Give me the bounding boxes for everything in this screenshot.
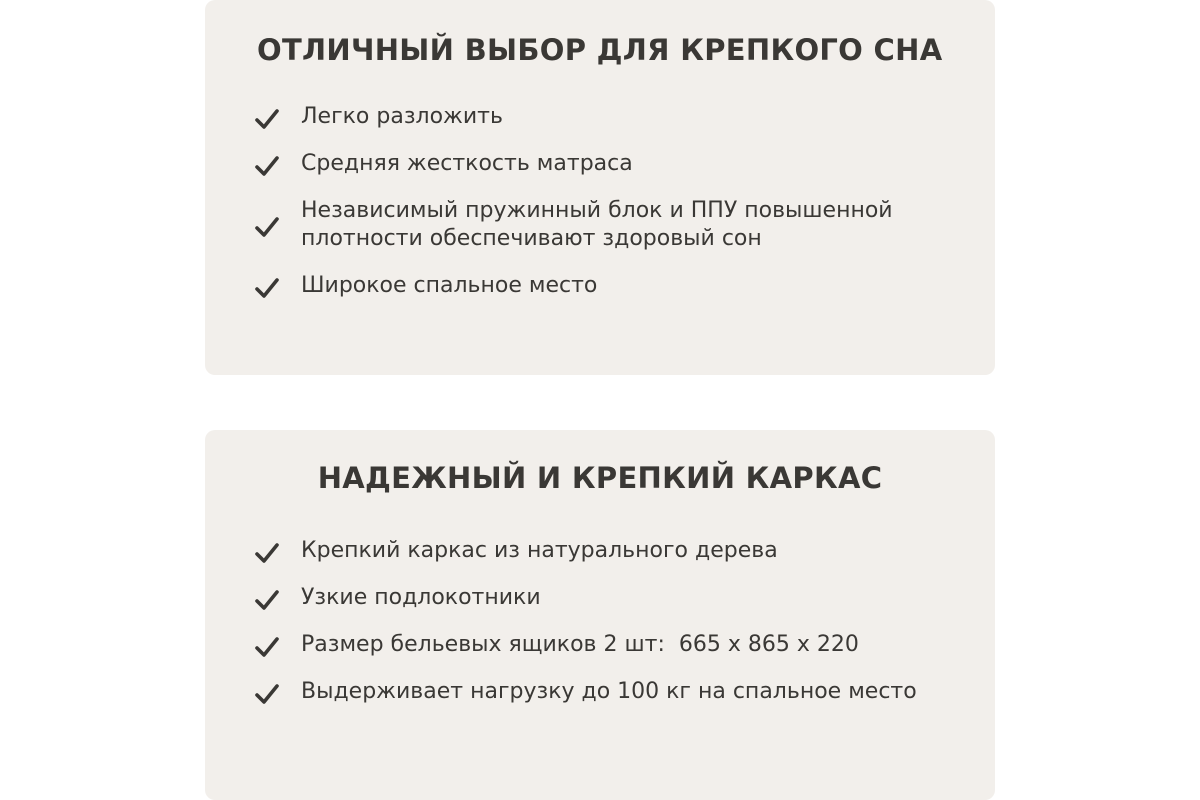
list-item bbox=[255, 678, 975, 706]
check-icon bbox=[255, 588, 279, 612]
check-icon bbox=[255, 635, 279, 659]
feature-text: Независимый пружинный блок и ППУ повышенной плотности обеспечивают здоровый сон bbox=[301, 198, 893, 251]
feature-list bbox=[255, 537, 975, 725]
feature-text: Узкие подлокотники bbox=[301, 585, 541, 610]
list-item bbox=[255, 150, 975, 178]
feature-card-frame bbox=[205, 430, 995, 800]
feature-text: Крепкий каркас из натурального дерева bbox=[301, 538, 778, 563]
card-title: НАДЕЖНЫЙ И КРЕПКИЙ КАРКАС bbox=[317, 461, 883, 495]
check-icon bbox=[255, 215, 279, 239]
check-icon bbox=[255, 107, 279, 131]
feature-text: Легко разложить bbox=[301, 104, 503, 129]
feature-list bbox=[255, 103, 975, 319]
list-item bbox=[255, 103, 975, 131]
feature-card-sleep bbox=[205, 0, 995, 375]
check-icon bbox=[255, 682, 279, 706]
feature-text: Размер бельевых ящиков 2 шт: 665 х 865 х 220 bbox=[301, 632, 859, 657]
list-item bbox=[255, 584, 975, 612]
check-icon bbox=[255, 541, 279, 565]
list-item bbox=[255, 631, 975, 659]
feature-text: Широкое спальное место bbox=[301, 273, 598, 298]
card-title: ОТЛИЧНЫЙ ВЫБОР ДЛЯ КРЕПКОГО СНА bbox=[257, 33, 943, 67]
list-item bbox=[255, 197, 975, 253]
list-item bbox=[255, 537, 975, 565]
feature-text: Средняя жесткость матраса bbox=[301, 151, 633, 176]
check-icon bbox=[255, 276, 279, 300]
check-icon bbox=[255, 154, 279, 178]
list-item bbox=[255, 272, 975, 300]
feature-text: Выдерживает нагрузку до 100 кг на спальное место bbox=[301, 679, 917, 704]
